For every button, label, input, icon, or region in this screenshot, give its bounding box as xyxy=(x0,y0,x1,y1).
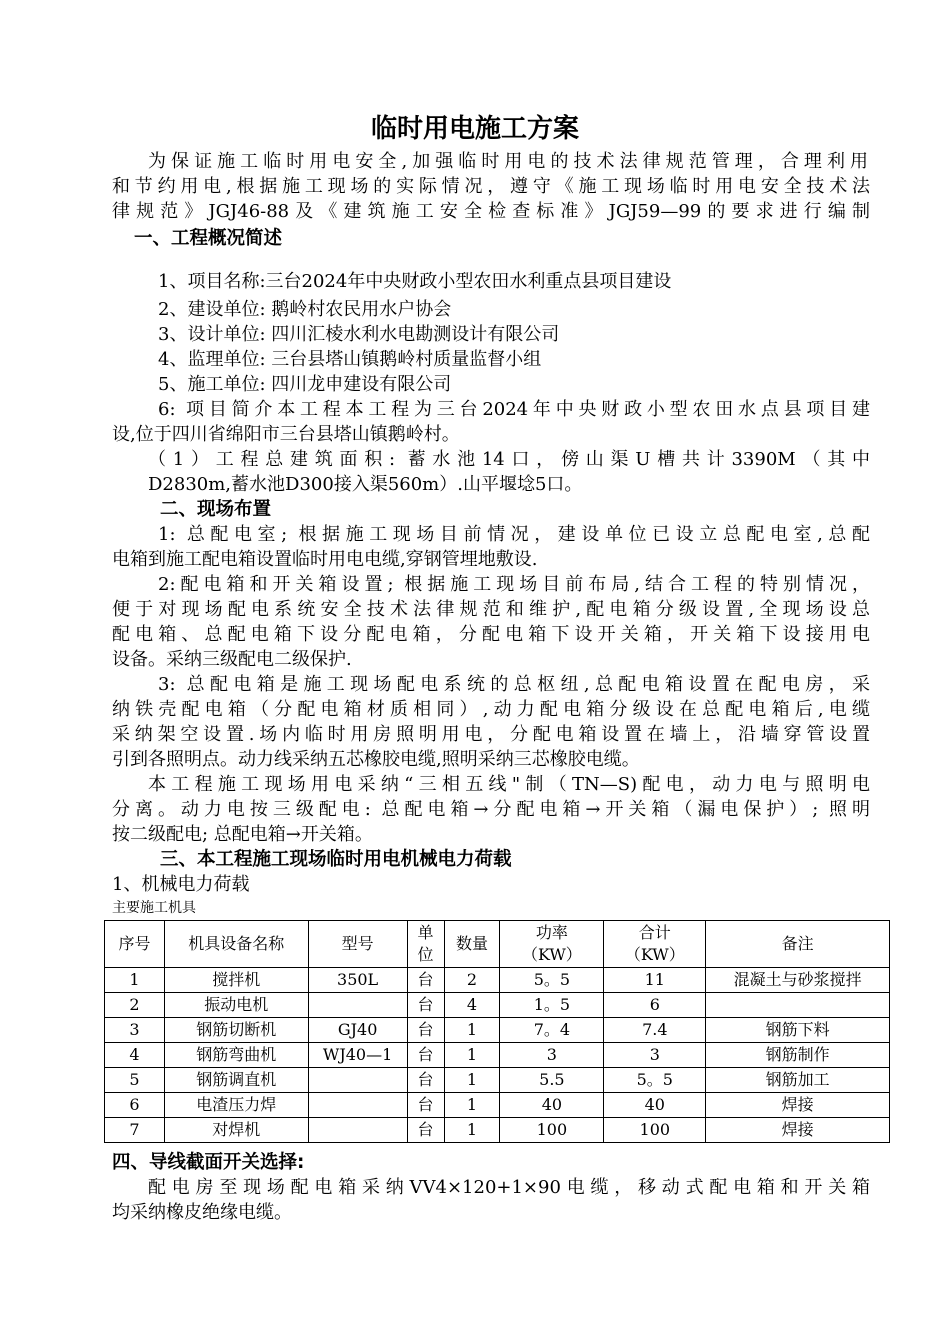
cell-equipment-name: 振动电机 xyxy=(164,993,308,1018)
cell-equipment-name: 对焊机 xyxy=(164,1118,308,1143)
table-row xyxy=(105,968,890,993)
cell-power: 5。5 xyxy=(500,968,604,993)
project-intro-line-2: 设,位于四川省绵阳市三台县塔山镇鹅岭村。 xyxy=(112,424,460,445)
cell-model xyxy=(308,1068,407,1093)
cell-remarks xyxy=(706,993,890,1018)
cell-total: 11 xyxy=(604,968,706,993)
cell-quantity: 1 xyxy=(444,1018,500,1043)
equipment-table xyxy=(104,920,890,1143)
cable-line-2: 均采纳橡皮绝缘电缆。 xyxy=(112,1202,292,1223)
p1-line-1: 1: 总配电室; 根据施工现场目前情况，建设单位已设立总配电室,总配 xyxy=(158,524,870,545)
document-title: 临时用电施工方案 xyxy=(370,114,579,144)
header-unit: 单 位 xyxy=(407,921,444,968)
project-name: 1、项目名称:三台2024年中央财政小型农田水利重点县项目建设 xyxy=(158,271,672,292)
project-intro-line-1: 6: 项目简介本工程本工程为三台2024年中央财政小型农田水点县项目建 xyxy=(158,399,870,420)
header-index: 序号 xyxy=(105,921,165,968)
header-remarks: 备注 xyxy=(706,921,890,968)
p2-line-3: 配电箱、总配电箱下设分配电箱，分配电箱下设开关箱，开关箱下设接用电 xyxy=(112,624,870,645)
cell-quantity: 1 xyxy=(444,1093,500,1118)
cell-index: 3 xyxy=(105,1018,165,1043)
cable-line-1: 配电房至现场配电箱采纳VV4×120+1×90电缆，移动式配电箱和开关箱 xyxy=(148,1177,870,1198)
header-total: 合计 （KW） xyxy=(604,921,706,968)
cell-power: 3 xyxy=(500,1043,604,1068)
p3-line-2: 纳铁壳配电箱（分配电箱材质相同）,动力配电箱分级设在总配电箱后,电缆 xyxy=(112,699,870,720)
cell-equipment-name: 钢筋弯曲机 xyxy=(164,1043,308,1068)
table-row xyxy=(105,1068,890,1093)
table-row xyxy=(105,1118,890,1143)
cell-power: 40 xyxy=(500,1093,604,1118)
p2-line-1: 2:配电箱和开关箱设置; 根据施工现场目前布局,结合工程的特别情况， xyxy=(158,574,870,595)
cell-model xyxy=(308,1093,407,1118)
cell-index: 5 xyxy=(105,1068,165,1093)
p3-line-1: 3: 总配电箱是施工现场配电系统的总枢纽,总配电箱设置在配电房，采 xyxy=(158,674,870,695)
header-model: 型号 xyxy=(308,921,407,968)
construction-unit: 2、建设单位: 鹅岭村农民用水户协会 xyxy=(158,299,452,320)
design-unit: 3、设计单位: 四川汇棱水利水电勘测设计有限公司 xyxy=(158,324,560,345)
cell-unit: 台 xyxy=(407,1118,444,1143)
cell-total: 7.4 xyxy=(604,1018,706,1043)
cell-index: 2 xyxy=(105,993,165,1018)
p2-line-2: 便于对现场配电系统安全技术法律规范和维护,配电箱分级设置,全现场设总 xyxy=(112,599,870,620)
cell-quantity: 1 xyxy=(444,1068,500,1093)
cell-index: 6 xyxy=(105,1093,165,1118)
header-power: 功率 （KW） xyxy=(500,921,604,968)
section-4-heading: 四、导线截面开关选择: xyxy=(112,1152,305,1173)
cell-index: 1 xyxy=(105,968,165,993)
cell-model: WJ40—1 xyxy=(308,1043,407,1068)
cell-total: 100 xyxy=(604,1118,706,1143)
cell-quantity: 1 xyxy=(444,1043,500,1068)
cell-quantity: 2 xyxy=(444,968,500,993)
supervision-unit: 4、监理单位: 三台县塔山镇鹅岭村质量监督小组 xyxy=(158,349,542,370)
table-row xyxy=(105,1043,890,1068)
table-row xyxy=(105,1093,890,1118)
cell-remarks: 钢筋制作 xyxy=(706,1043,890,1068)
area-line-1: （1）工程总建筑面积: 蓄水池14口，傍山渠U槽共计3390M（其中 xyxy=(148,449,870,470)
cell-quantity: 4 xyxy=(444,993,500,1018)
cell-model: 350L xyxy=(308,968,407,993)
cell-equipment-name: 钢筋切断机 xyxy=(164,1018,308,1043)
p4-line-1: 本工程施工现场用电采纳“三相五线"制（TN—S)配电，动力电与照明电 xyxy=(148,774,870,795)
cell-remarks: 钢筋加工 xyxy=(706,1068,890,1093)
p2-line-4: 设备。采纳三级配电二级保护. xyxy=(112,649,352,670)
cell-power: 7。4 xyxy=(500,1018,604,1043)
p1-line-2: 电箱到施工配电箱设置临时用电电缆,穿钢管埋地敷设. xyxy=(112,549,538,570)
cell-model xyxy=(308,993,407,1018)
table-caption: 主要施工机具 xyxy=(112,900,196,916)
cell-quantity: 1 xyxy=(444,1118,500,1143)
cell-power: 100 xyxy=(500,1118,604,1143)
cell-total: 40 xyxy=(604,1093,706,1118)
section-3-heading: 三、本工程施工现场临时用电机械电力荷载 xyxy=(160,849,512,870)
table-row xyxy=(105,993,890,1018)
cell-total: 5。5 xyxy=(604,1068,706,1093)
table-header-row xyxy=(105,921,890,968)
cell-remarks: 混凝土与砂浆搅拌 xyxy=(706,968,890,993)
p4-line-2: 分离。动力电按三级配电: 总配电箱→分配电箱→开关箱（漏电保护）; 照明 xyxy=(112,799,870,820)
header-quantity: 数量 xyxy=(444,921,500,968)
p3-line-4: 引到各照明点。动力线采纳五芯橡胶电缆,照明采纳三芯橡胶电缆。 xyxy=(112,749,640,770)
contractor-unit: 5、施工单位: 四川龙申建设有限公司 xyxy=(158,374,452,395)
section-1-heading: 一、工程概况简述 xyxy=(134,228,283,249)
p4-line-3: 按二级配电; 总配电箱→开关箱。 xyxy=(112,824,373,845)
cell-total: 6 xyxy=(604,993,706,1018)
intro-line-2: 和节约用电,根据施工现场的实际情况，遵守《施工现场临时用电安全技术法 xyxy=(112,176,870,197)
cell-model xyxy=(308,1118,407,1143)
intro-line-1: 为保证施工临时用电安全,加强临时用电的技术法律规范管理，合理利用 xyxy=(148,151,868,172)
cell-remarks: 焊接 xyxy=(706,1118,890,1143)
p3-line-3: 采纳架空设置.场内临时用房照明用电，分配电箱设置在墙上，沿墙穿管设置 xyxy=(112,724,870,745)
table-row xyxy=(105,1018,890,1043)
cell-equipment-name: 搅拌机 xyxy=(164,968,308,993)
intro-line-3: 律规范》JGJ46-88及《建筑施工安全检查标准》JGJ59—99的要求进行编制 xyxy=(112,201,870,222)
cell-index: 7 xyxy=(105,1118,165,1143)
cell-unit: 台 xyxy=(407,993,444,1018)
cell-equipment-name: 电渣压力焊 xyxy=(164,1093,308,1118)
cell-index: 4 xyxy=(105,1043,165,1068)
section-2-heading: 二、现场布置 xyxy=(160,499,272,520)
cell-power: 1。5 xyxy=(500,993,604,1018)
cell-model: GJ40 xyxy=(308,1018,407,1043)
header-equipment-name: 机具设备名称 xyxy=(164,921,308,968)
cell-remarks: 焊接 xyxy=(706,1093,890,1118)
cell-unit: 台 xyxy=(407,1068,444,1093)
cell-equipment-name: 钢筋调直机 xyxy=(164,1068,308,1093)
cell-unit: 台 xyxy=(407,1018,444,1043)
cell-total: 3 xyxy=(604,1043,706,1068)
cell-unit: 台 xyxy=(407,1093,444,1118)
area-line-2: D2830m,蓄水池D300接入渠560m）.山平堰埝5口。 xyxy=(148,474,583,495)
cell-power: 5.5 xyxy=(500,1068,604,1093)
cell-unit: 台 xyxy=(407,968,444,993)
cell-unit: 台 xyxy=(407,1043,444,1068)
section-3-subheading: 1、机械电力荷载 xyxy=(112,874,250,895)
cell-remarks: 钢筋下料 xyxy=(706,1018,890,1043)
